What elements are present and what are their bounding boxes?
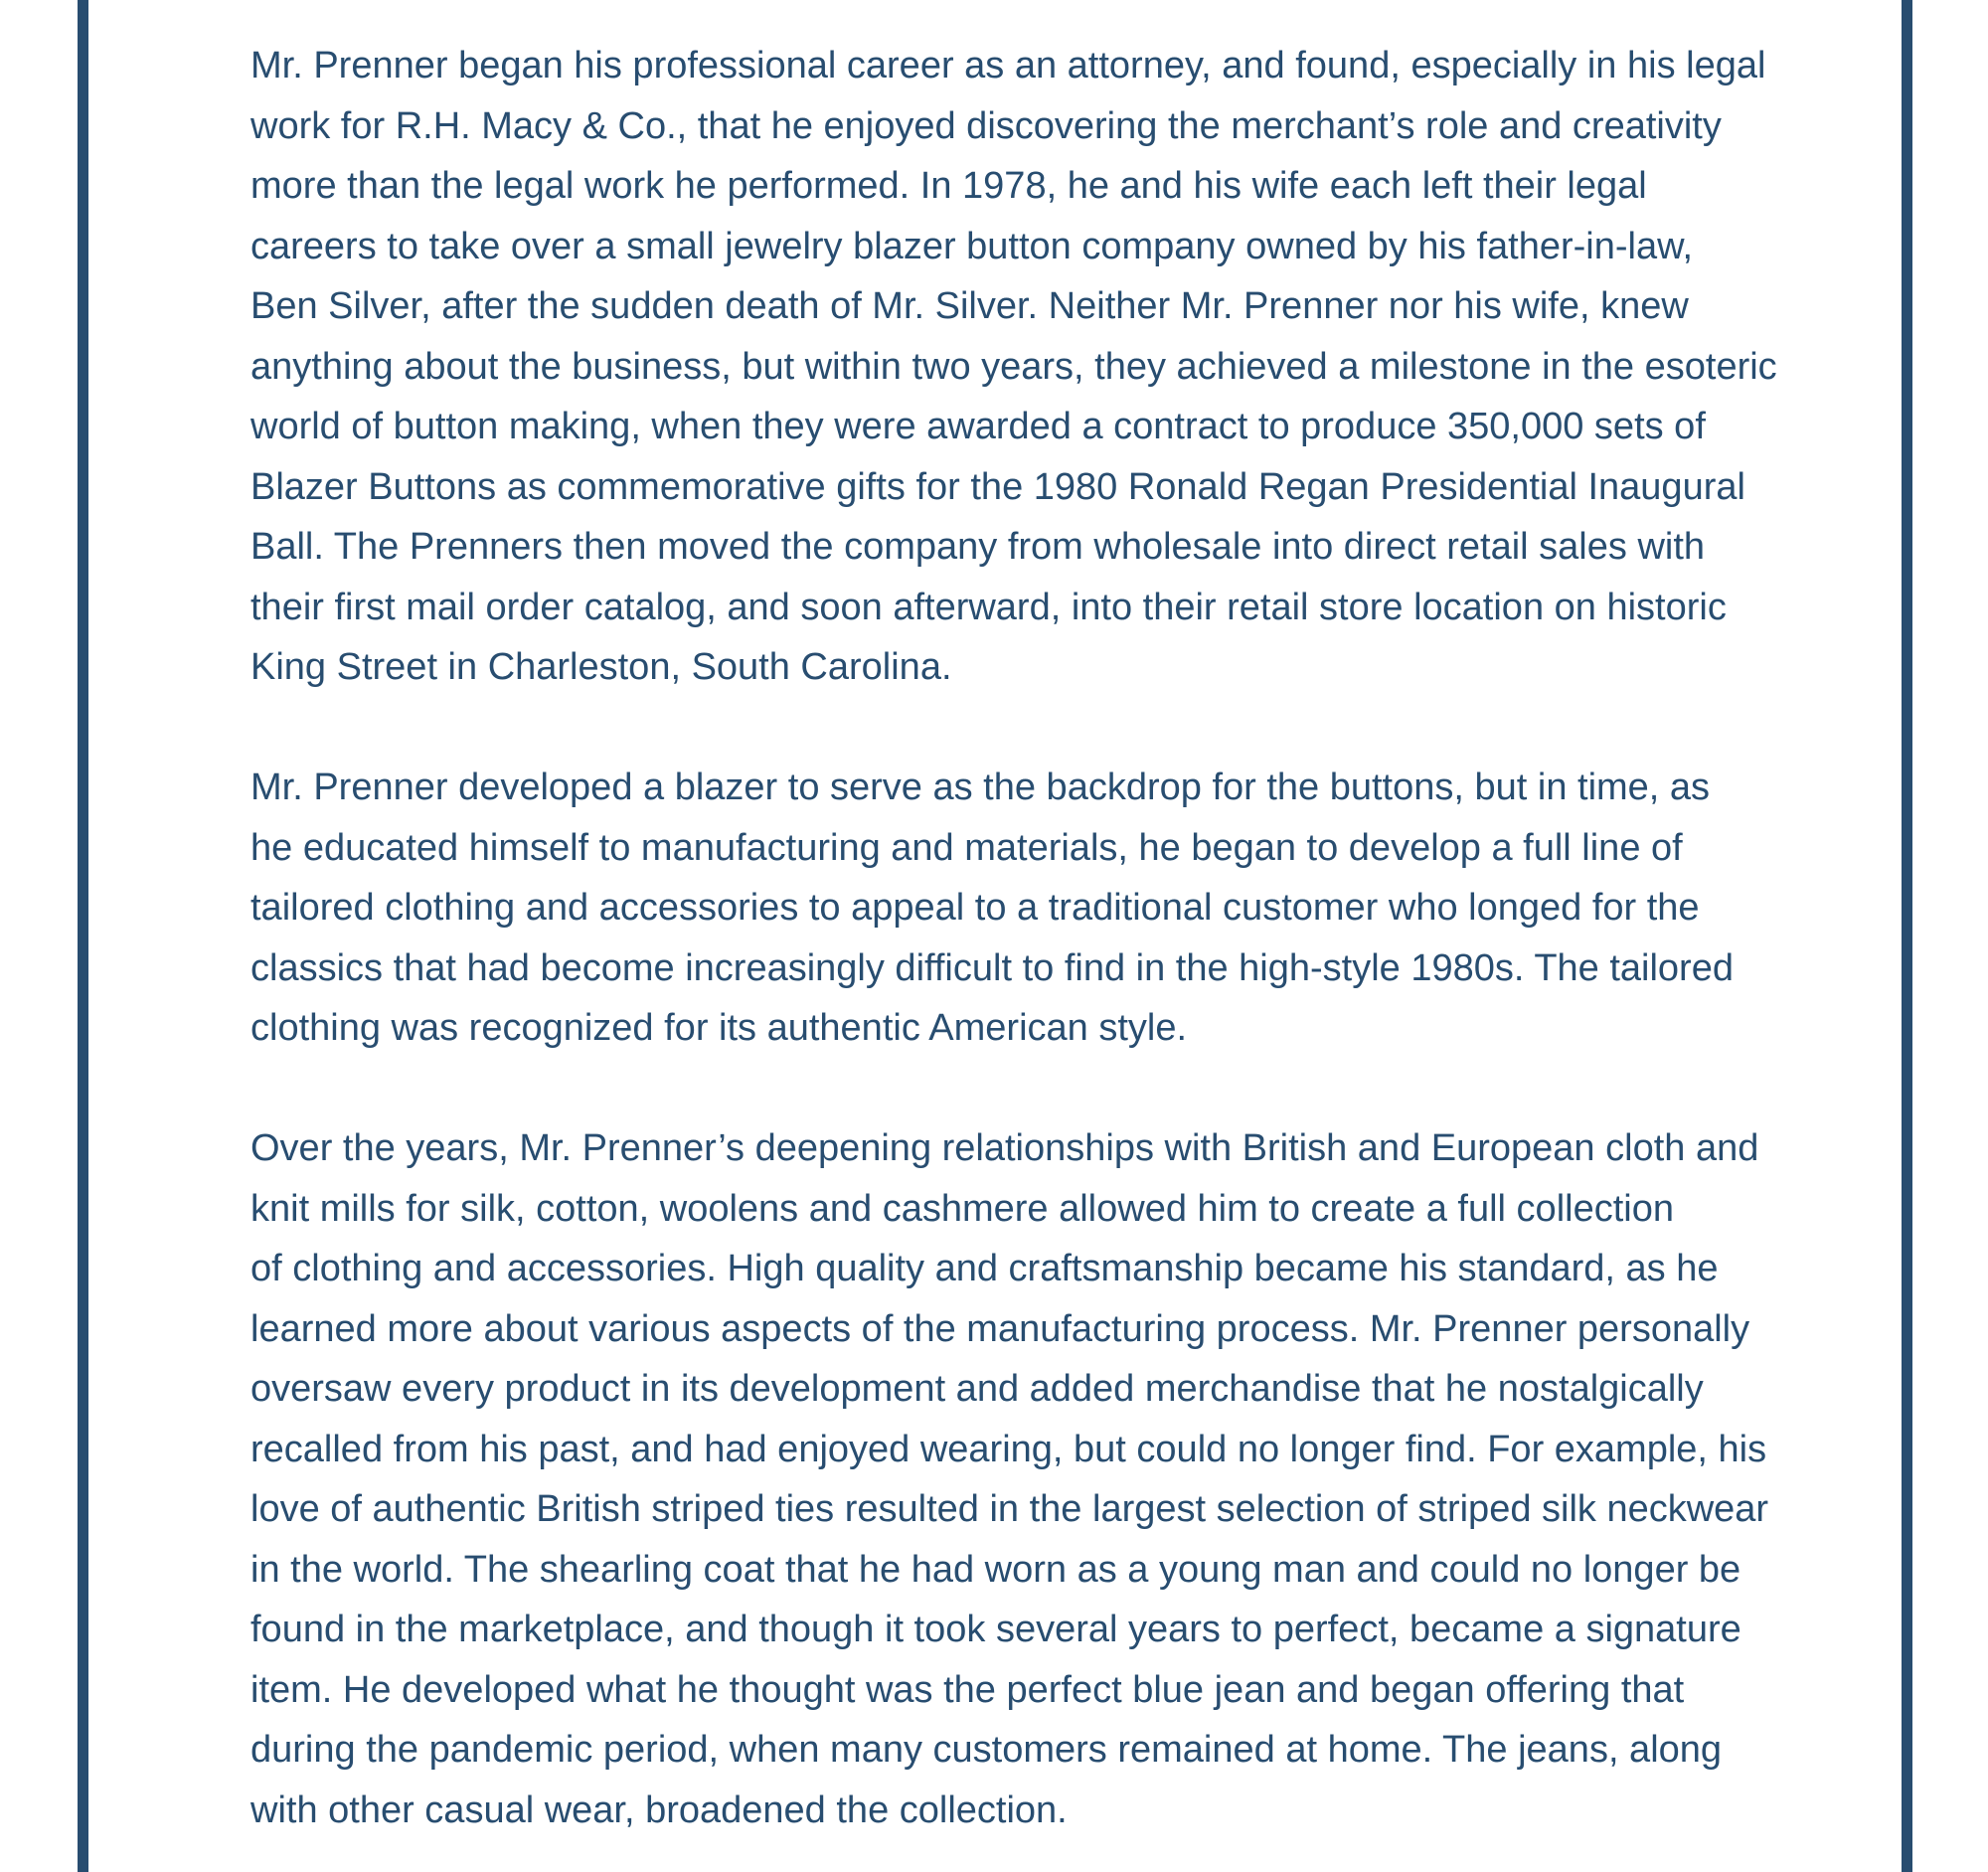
paragraph-collection-growth [250, 1118, 1940, 1840]
paragraph-line: work for R.H. Macy & Co., that he enjoyed discovering the merchant’s role and creativity [250, 104, 1722, 147]
paragraph-line: classics that had become increasingly difficult to find in the high-style 1980s. The tailored [250, 946, 1734, 989]
paragraph-line: item. He developed what he thought was the perfect blue jean and began offering that [250, 1668, 1685, 1711]
paragraph-line: in the world. The shearling coat that he had worn as a young man and could no longer be [250, 1548, 1741, 1591]
paragraph-line: love of authentic British striped ties resulted in the largest selection of striped silk neckwear [250, 1488, 1769, 1530]
paragraph-line: found in the marketplace, and though it took several years to perfect, became a signature [250, 1609, 1741, 1650]
paragraph-line: their first mail order catalog, and soon afterward, into their retail store location on historic [250, 586, 1727, 628]
paragraph-line: he educated himself to manufacturing and materials, he began to develop a full line of [250, 826, 1683, 869]
paragraph-line: knit mills for silk, cotton, woolens and cashmere allowed him to create a full collection [250, 1187, 1674, 1230]
paragraph-line: Mr. Prenner began his professional career as an attorney, and found, especially in his legal [250, 45, 1766, 86]
paragraph-line: Mr. Prenner developed a blazer to serve as the backdrop for the buttons, but in time, as [250, 766, 1711, 808]
paragraph-line: recalled from his past, and had enjoyed wearing, but could no longer find. For example, his [250, 1428, 1767, 1470]
paragraph-line: Blazer Buttons as commemorative gifts for the 1980 Ronald Regan Presidential Inaugural [250, 465, 1745, 508]
paragraph-career-origins [250, 36, 1940, 698]
paragraph-line: learned more about various aspects of the manufacturing process. Mr. Prenner personally [250, 1307, 1750, 1350]
paragraph-line: clothing was recognized for its authentic American style. [250, 1007, 1188, 1049]
paragraph-line: anything about the business, but within two years, they achieved a milestone in the esoteric [250, 345, 1777, 388]
paragraph-line: of clothing and accessories. High quality and craftsmanship became his standard, as he [250, 1248, 1719, 1289]
paragraph-line: Ball. The Prenners then moved the company from wholesale into direct retail sales with [250, 526, 1706, 568]
article-body [250, 36, 1940, 1840]
paragraph-line: Over the years, Mr. Prenner’s deepening relationships with British and European cloth and [250, 1127, 1759, 1169]
paragraph-line: with other casual wear, broadened the collection. [250, 1788, 1068, 1831]
paragraph-blazer-development [250, 758, 1940, 1059]
paragraph-line: Ben Silver, after the sudden death of Mr. Silver. Neither Mr. Prenner nor his wife, knew [250, 285, 1689, 327]
paragraph-line: more than the legal work he performed. In 1978, he and his wife each left their legal [250, 165, 1647, 207]
paragraph-line: oversaw every product in its development and added merchandise that he nostalgically [250, 1368, 1704, 1410]
paragraph-line: King Street in Charleston, South Carolina. [250, 646, 952, 688]
paragraph-line: during the pandemic period, when many customers remained at home. The jeans, along [250, 1729, 1723, 1771]
article-frame [78, 0, 1912, 1872]
paragraph-line: careers to take over a small jewelry blazer button company owned by his father-in-law, [250, 225, 1694, 267]
paragraph-line: tailored clothing and accessories to appeal to a traditional customer who longed for the [250, 887, 1700, 929]
paragraph-line: world of button making, when they were awarded a contract to produce 350,000 sets of [250, 406, 1706, 447]
